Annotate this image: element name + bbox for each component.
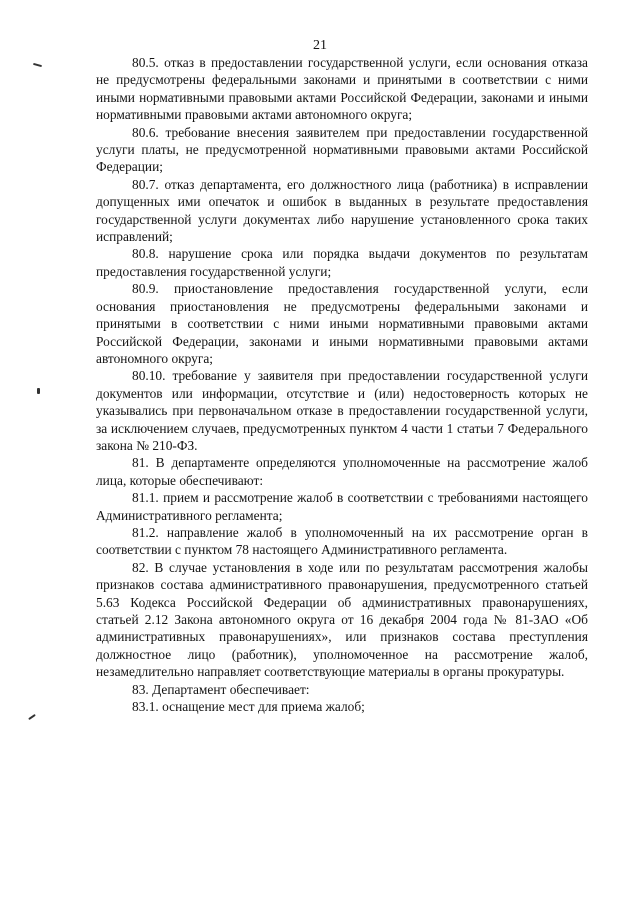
scan-mark-top xyxy=(33,63,42,67)
paragraph-81: 81. В департаменте определяются уполномоченные на рассмотрение жалоб лица, которые обеспечивают: xyxy=(96,455,588,488)
paragraph-81-1: 81.1. прием и рассмотрение жалоб в соответствии с требованиями настоящего Административного регламента; xyxy=(96,490,588,523)
paragraph-80-8: 80.8. нарушение срока или порядка выдачи документов по результатам предоставления государственной услуги; xyxy=(96,246,588,279)
page-number: 21 xyxy=(313,38,327,53)
paragraph-81-2: 81.2. направление жалоб в уполномоченный на их рассмотрение орган в соответствии с пунктом 78 настоящего Административного регламента. xyxy=(96,524,588,558)
paragraph-80-9: 80.9. приостановление предоставления государственной услуги, если основания приостановления не предусмотрены федеральными законами и принятыми в соответствии с ними иными нормативными правовыми актами Российской Федерации, законами и иными нормативными правовыми актами автономного округа; xyxy=(96,281,588,366)
scan-mark-middle xyxy=(37,388,40,394)
scan-mark-bottom xyxy=(28,714,36,720)
paragraph-80-6: 80.6. требование внесения заявителем при предоставлении государственной услуги платы, не предусмотренной нормативными правовыми актами Российской Федерации; xyxy=(96,124,588,175)
document-body xyxy=(96,54,588,715)
paragraph-80-5: 80.5. отказ в предоставлении государственной услуги, если основания отказа не предусмотрены федеральными законами и принятыми в соответствии с ними иными нормативными правовыми актами Российской Федерации, законами и иными нормативными правовыми актами автономного округа; xyxy=(96,55,588,123)
paragraph-82: 82. В случае установления в ходе или по результатам рассмотрения жалобы признаков состава административного правонарушения, предусмотренного статьей 5.63 Кодекса Российской Федерации об административных правонарушениях, статьей 2.12 Закона автономного округа от 16 декабря 2004 года № 81-ЗАО «Об административных правонарушениях», или признаков состава преступления должностное лицо (работник), уполномоченное на рассмотрение жалоб, незамедлительно направляет соответствующие материалы в органы прокуратуры. xyxy=(96,559,588,680)
paragraph-83: 83. Департамент обеспечивает: xyxy=(132,681,310,697)
paragraph-83-1: 83.1. оснащение мест для приема жалоб; xyxy=(132,699,365,715)
paragraph-80-7: 80.7. отказ департамента, его должностного лица (работника) в исправлении допущенных ими опечаток и ошибок в выданных в результате предоставления государственной услуги документах либо нарушение установленного срока таких исправлений; xyxy=(96,176,588,245)
paragraph-80-10: 80.10. требование у заявителя при предоставлении государственной услуги документов или информации, отсутствие и (или) недостоверность которых не указывались при первоначальном отказе в предоставлении государственной услуги, за исключением случаев, предусмотренных пунктом 4 части 1 статьи 7 Федерального закона № 210-ФЗ. xyxy=(96,368,588,453)
